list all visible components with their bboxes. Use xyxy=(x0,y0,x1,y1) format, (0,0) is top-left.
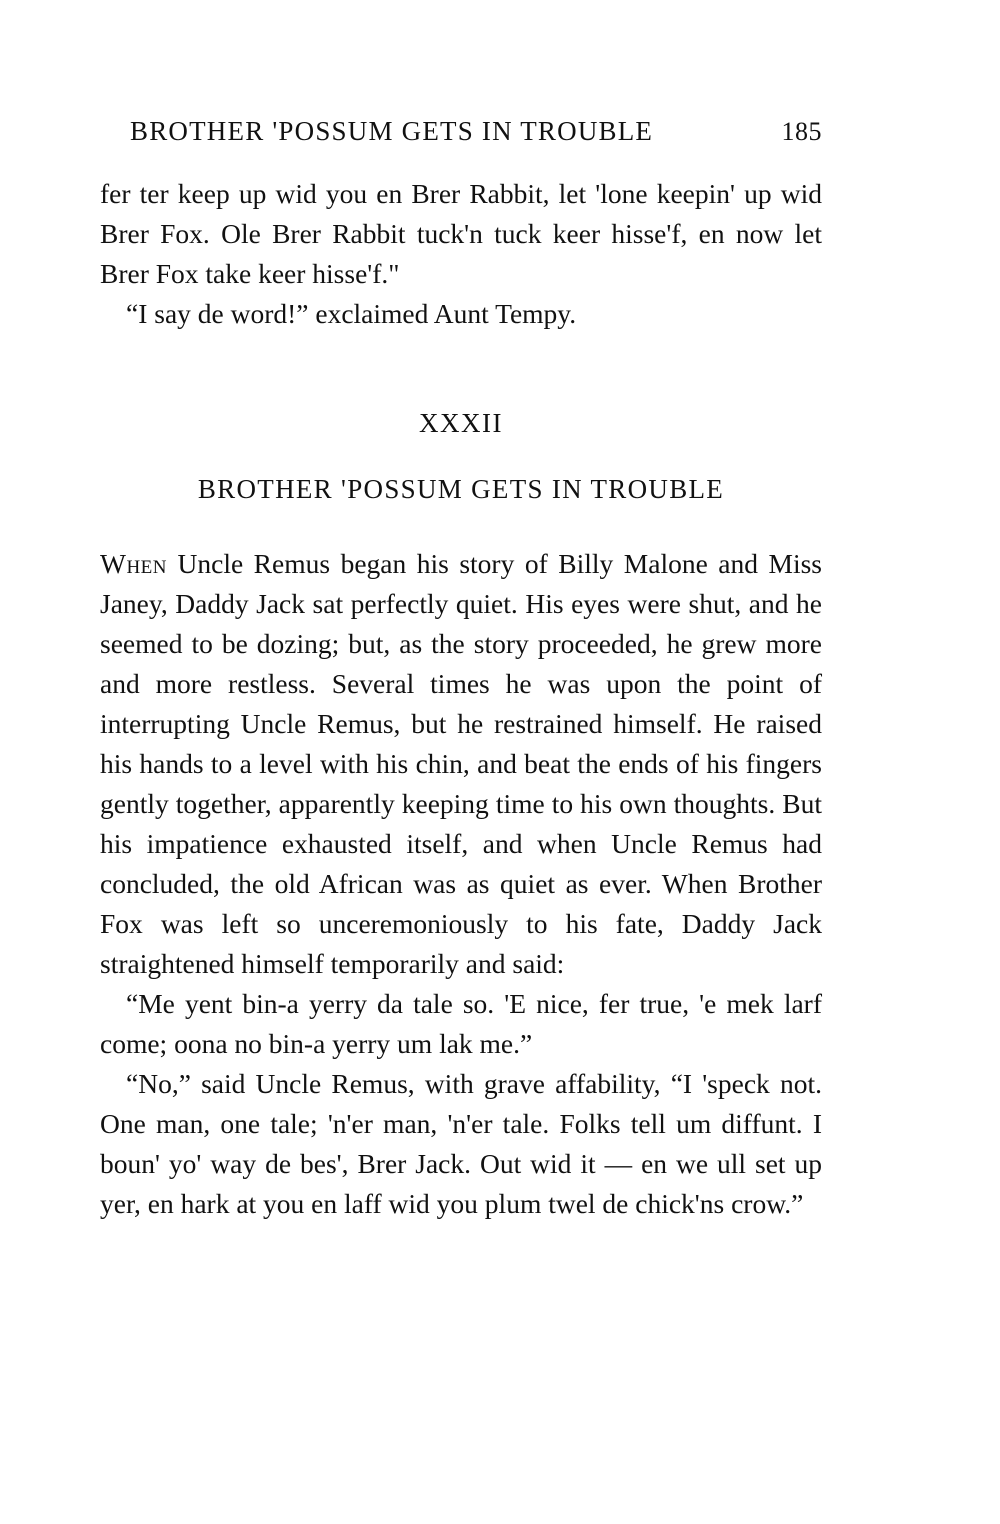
uncle-remus-paragraph: “No,” said Uncle Remus, with grave affability, “I 'speck not. One man, one tale; 'n'er man, 'n'er tale. Folks tell um diffunt. I boun' yo' way de bes', Brer Jack. Out wid it — en we ull set up yer, en hark at you en laff wid you plum twel de chick'ns crow.” xyxy=(100,1068,822,1219)
chapter-title: BROTHER 'POSSUM GETS IN TROUBLE xyxy=(197,474,725,504)
carryover-paragraph: fer ter keep up wid you en Brer Rabbit, let 'lone keepin' up wid Brer Fox. Ole Brer Rabbit tuck'n tuck keer hisse'f, en now let Brer Fox take keer hisse'f." xyxy=(100,178,822,289)
first-paragraph xyxy=(100,544,822,984)
page-number: 185 xyxy=(781,117,822,146)
lead-word: When xyxy=(100,548,168,579)
chapter-number: XXXII xyxy=(419,408,503,438)
running-head-title: BROTHER 'POSSUM GETS IN TROUBLE xyxy=(130,116,654,146)
daddy-jack-paragraph: “Me yent bin-a yerry da tale so. 'E nice, fer true, 'e mek larf come; oona no bin-a yerry um lak me.” xyxy=(100,988,822,1059)
exclamation-paragraph: “I say de word!” exclaimed Aunt Tempy. xyxy=(126,298,577,329)
running-head xyxy=(130,116,822,164)
book-page xyxy=(100,116,822,1224)
first-paragraph-body: Uncle Remus began his story of Billy Malone and Miss Janey, Daddy Jack sat perfectly quiet. His eyes were shut, and he seemed to be dozing; but, as the story proceeded, he grew more and more restless. Several times he was upon the point of interrupting Uncle Remus, but he restrained himself. He raised his hands to a level with his chin, and beat the ends of his fingers gently together, apparently keeping time to his own thoughts. But his impatience exhausted itself, and when Uncle Remus had concluded, the old African was as quiet as ever. When Brother Fox was left so unceremoniously to his fate, Daddy Jack straightened himself temporarily and said: xyxy=(100,548,822,979)
